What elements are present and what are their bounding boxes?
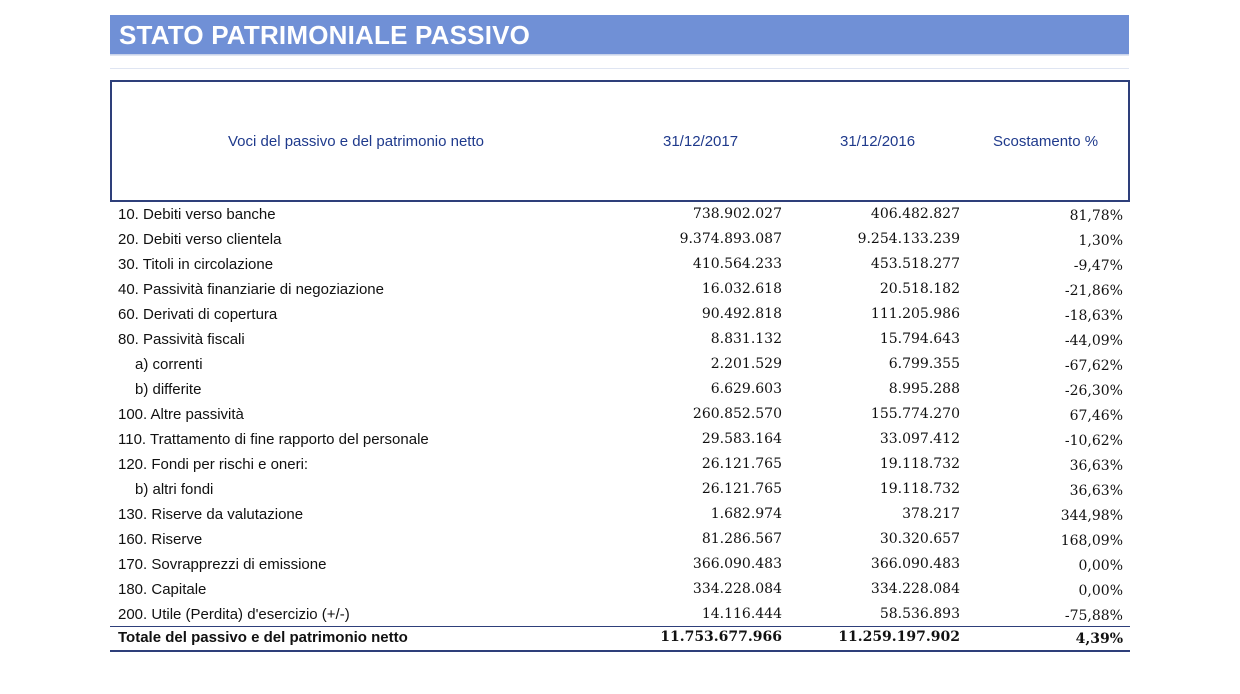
- value-2017: 738.902.027: [692, 206, 782, 222]
- scostamento-pct: 36,63%: [1069, 458, 1123, 474]
- table-row: [110, 529, 1130, 554]
- table-row: [110, 554, 1130, 579]
- table-row: [110, 204, 1130, 229]
- scostamento-pct: 36,63%: [1069, 483, 1123, 499]
- scostamento-pct: 0,00%: [1078, 583, 1123, 599]
- value-2016: 406.482.827: [870, 206, 960, 222]
- value-2017: 260.852.570: [692, 406, 782, 422]
- value-2017: 9.374.893.087: [679, 231, 782, 247]
- scostamento-pct: 344,98%: [1060, 508, 1123, 524]
- scostamento-pct: 67,46%: [1069, 408, 1123, 424]
- table-row: [110, 229, 1130, 254]
- value-2016: 6.799.355: [888, 356, 960, 372]
- scostamento-pct: -26,30%: [1064, 383, 1123, 399]
- value-2016: 453.518.277: [870, 256, 960, 272]
- table-row: [110, 279, 1130, 304]
- value-2016: 30.320.657: [879, 531, 960, 547]
- total-pct: 4,39%: [1075, 631, 1123, 647]
- value-2017: 29.583.164: [701, 431, 782, 447]
- row-label: 170. Sovrapprezzi di emissione: [118, 556, 327, 573]
- row-label: 20. Debiti verso clientela: [118, 231, 282, 248]
- column-header-voci: Voci del passivo e del patrimonio netto: [228, 133, 484, 150]
- row-label: 180. Capitale: [118, 581, 207, 598]
- row-label: a) correnti: [135, 356, 203, 373]
- value-2017: 16.032.618: [701, 281, 782, 297]
- divider: [110, 68, 1129, 69]
- value-2016: 58.536.893: [879, 606, 960, 622]
- table-row: [110, 504, 1130, 529]
- value-2017: 1.682.974: [710, 506, 782, 522]
- value-2017: 26.121.765: [701, 481, 782, 497]
- value-2016: 9.254.133.239: [857, 231, 960, 247]
- value-2016: 8.995.288: [888, 381, 960, 397]
- scostamento-pct: 0,00%: [1078, 558, 1123, 574]
- value-2017: 26.121.765: [701, 456, 782, 472]
- scostamento-pct: 168,09%: [1060, 533, 1123, 549]
- value-2016: 334.228.084: [870, 581, 960, 597]
- value-2017: 14.116.444: [701, 606, 782, 622]
- value-2016: 19.118.732: [879, 456, 960, 472]
- row-label: 120. Fondi per rischi e oneri:: [118, 456, 309, 473]
- table-row: [110, 354, 1130, 379]
- row-label: 60. Derivati di copertura: [118, 306, 278, 323]
- scostamento-pct: -9,47%: [1073, 258, 1123, 274]
- divider: [110, 55, 1129, 56]
- scostamento-pct: 81,78%: [1069, 208, 1123, 224]
- table-row: [110, 429, 1130, 454]
- row-label: 110. Trattamento di fine rapporto del personale: [118, 431, 429, 448]
- total-value-2016: 11.259.197.902: [838, 629, 960, 645]
- scostamento-pct: -18,63%: [1064, 308, 1123, 324]
- value-2017: 334.228.084: [692, 581, 782, 597]
- total-row: [110, 626, 1130, 652]
- value-2017: 410.564.233: [692, 256, 782, 272]
- total-label: Totale del passivo e del patrimonio netto: [118, 629, 408, 646]
- row-label: 130. Riserve da valutazione: [118, 506, 304, 523]
- table-row: [110, 329, 1130, 354]
- table-row: [110, 579, 1130, 604]
- value-2017: 366.090.483: [692, 556, 782, 572]
- value-2017: 2.201.529: [710, 356, 782, 372]
- table-row: [110, 454, 1130, 479]
- value-2017: 90.492.818: [701, 306, 782, 322]
- value-2016: 378.217: [902, 506, 960, 522]
- scostamento-pct: -67,62%: [1064, 358, 1123, 374]
- row-label: 200. Utile (Perdita) d'esercizio (+/-): [118, 606, 350, 623]
- table-row: [110, 479, 1130, 504]
- scostamento-pct: -21,86%: [1064, 283, 1123, 299]
- value-2016: 20.518.182: [879, 281, 960, 297]
- table-row: [110, 254, 1130, 279]
- column-header-scostamento: Scostamento %: [993, 133, 1099, 150]
- row-label: 40. Passività finanziarie di negoziazione: [118, 281, 384, 298]
- value-2017: 6.629.603: [710, 381, 782, 397]
- page-title: STATO PATRIMONIALE PASSIVO: [119, 20, 531, 50]
- row-label: 160. Riserve: [118, 531, 203, 548]
- row-label: b) differite: [135, 381, 202, 398]
- row-label: 30. Titoli in circolazione: [118, 256, 274, 273]
- value-2016: 33.097.412: [879, 431, 960, 447]
- scostamento-pct: -75,88%: [1064, 608, 1123, 624]
- table-row: [110, 304, 1130, 329]
- table-row: [110, 404, 1130, 429]
- total-value-2017: 11.753.677.966: [660, 629, 782, 645]
- scostamento-pct: -44,09%: [1064, 333, 1123, 349]
- value-2017: 81.286.567: [701, 531, 782, 547]
- value-2016: 366.090.483: [870, 556, 960, 572]
- table-row: [110, 379, 1130, 404]
- value-2016: 155.774.270: [870, 406, 960, 422]
- value-2016: 15.794.643: [879, 331, 960, 347]
- title-bar: [110, 15, 1129, 55]
- row-label: 10. Debiti verso banche: [118, 206, 276, 223]
- value-2017: 8.831.132: [710, 331, 782, 347]
- column-header-2016: 31/12/2016: [840, 133, 916, 150]
- row-label: 100. Altre passività: [118, 406, 244, 423]
- row-label: 80. Passività fiscali: [118, 331, 245, 348]
- row-label: b) altri fondi: [135, 481, 214, 498]
- table-body: [110, 204, 1130, 629]
- value-2016: 111.205.986: [870, 306, 960, 322]
- value-2016: 19.118.732: [879, 481, 960, 497]
- column-header-2017: 31/12/2017: [663, 133, 739, 150]
- scostamento-pct: 1,30%: [1078, 233, 1123, 249]
- scostamento-pct: -10,62%: [1064, 433, 1123, 449]
